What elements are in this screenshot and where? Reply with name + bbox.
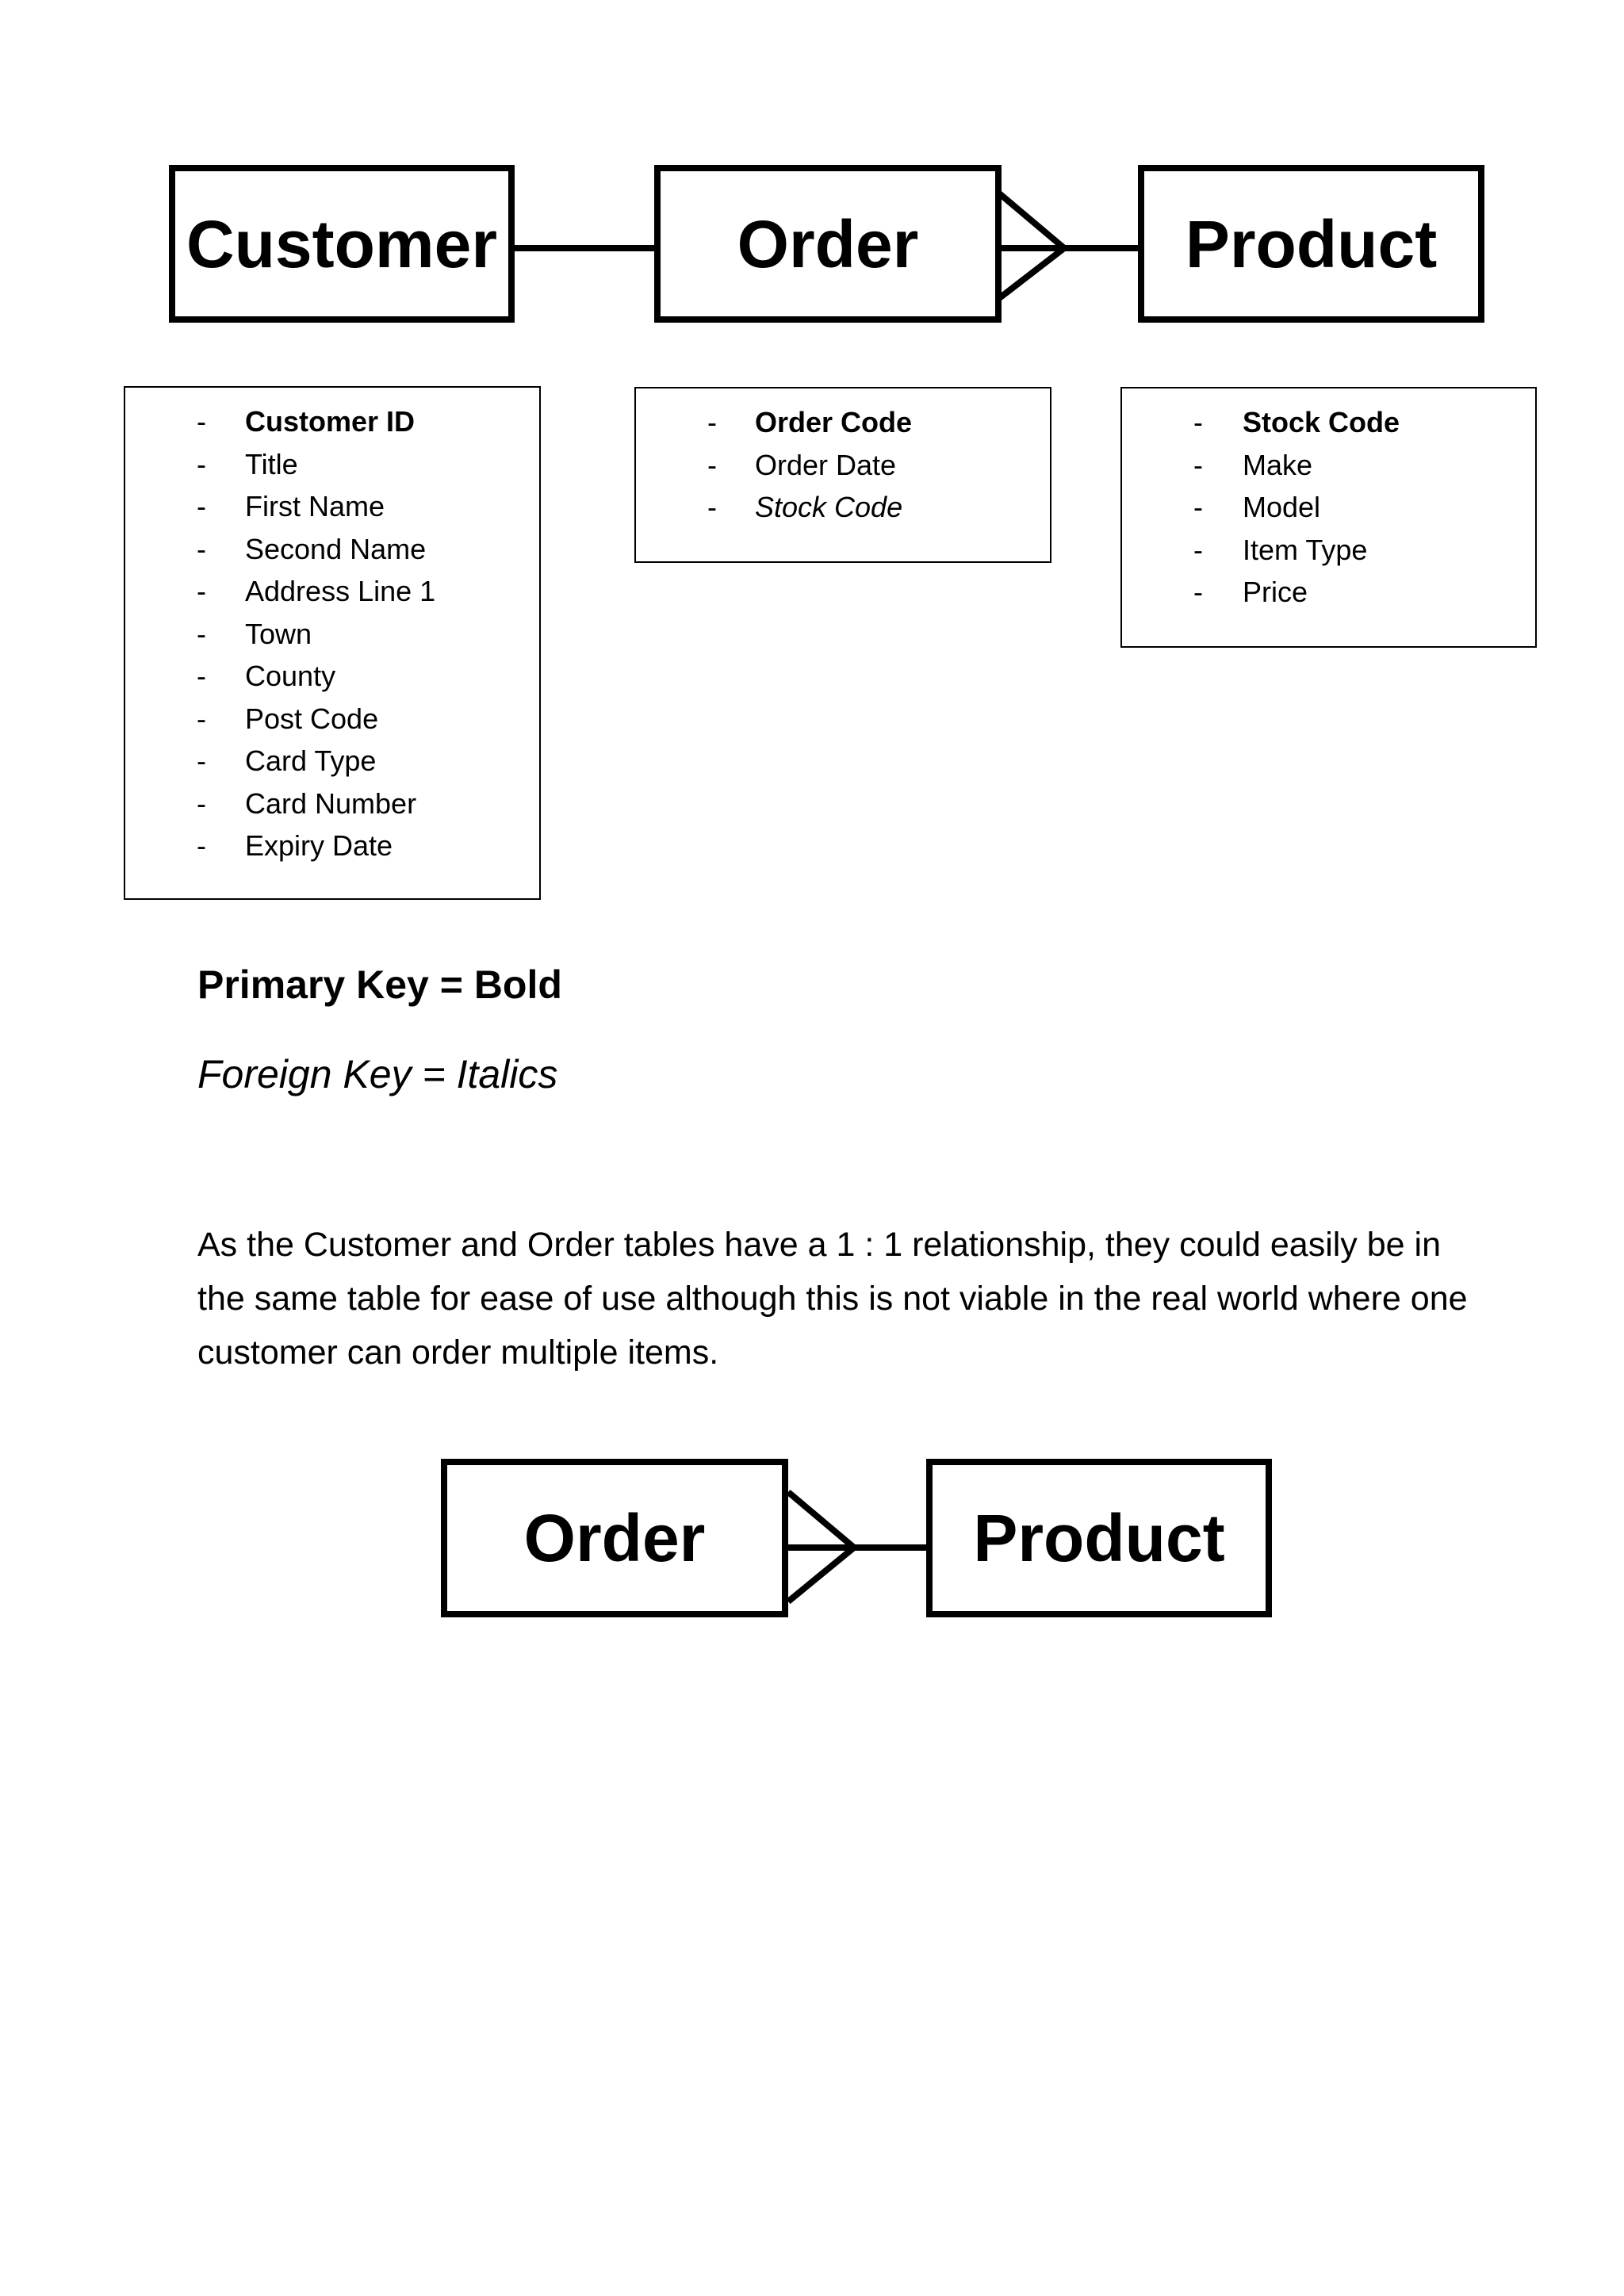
legend-primary-key: Primary Key = Bold (197, 962, 562, 1007)
attribute-label: Title (245, 447, 298, 480)
entity-product (1138, 165, 1484, 323)
attribute-label: Post Code (245, 702, 379, 735)
bullet-dash: - (197, 490, 206, 522)
attribute-label: Stock Code (1243, 406, 1400, 438)
attribute-label: Item Type (1243, 533, 1368, 566)
bullet-dash: - (1193, 533, 1203, 566)
product-attributes-box (1120, 387, 1537, 648)
attribute-label: Price (1243, 576, 1308, 608)
attribute-label: Card Number (245, 786, 417, 820)
bullet-dash: - (197, 617, 206, 650)
attribute-label: Expiry Date (245, 829, 393, 862)
bullet-dash: - (197, 405, 206, 438)
bottom-entity-order-label: Order (523, 1501, 706, 1575)
attribute-label: Model (1243, 491, 1321, 523)
attribute-label: First Name (245, 490, 385, 522)
bullet-dash: - (707, 491, 717, 523)
customer-attributes-box (124, 386, 541, 900)
entity-customer-label: Customer (186, 206, 498, 281)
attribute-label: Order Date (755, 448, 897, 481)
entity-order (654, 165, 1002, 323)
bottom-entity-product-label: Product (973, 1501, 1225, 1575)
bullet-dash: - (707, 406, 717, 438)
bullet-dash: - (197, 532, 206, 565)
bullet-dash: - (197, 660, 206, 692)
attribute-label: Address Line 1 (245, 575, 436, 607)
bullet-dash: - (707, 448, 717, 481)
bullet-dash: - (197, 786, 206, 820)
bullet-dash: - (1193, 406, 1203, 438)
bottom-entity-order (441, 1459, 788, 1617)
bullet-dash: - (197, 447, 206, 480)
bottom-entity-product (926, 1459, 1272, 1617)
attribute-label: Town (245, 617, 312, 650)
attribute-label: Order Code (755, 406, 913, 438)
order-attributes-box (634, 387, 1051, 563)
entity-order-label: Order (737, 206, 919, 281)
explanation-paragraph: As the Customer and Order tables have a 1 : 1 relationship, they could easily be in the same table for ease of use although this is not viable in the real world where one customer can order multiple items. (197, 1226, 1468, 1372)
entity-customer (169, 165, 515, 323)
entity-product-label: Product (1185, 206, 1438, 281)
attribute-label: County (245, 660, 336, 692)
bullet-dash: - (1193, 448, 1203, 481)
attribute-label: Stock Code (755, 491, 903, 523)
bullet-dash: - (1193, 491, 1203, 523)
bullet-dash: - (197, 744, 206, 777)
bullet-dash: - (197, 702, 206, 735)
attribute-label: Customer ID (245, 405, 416, 438)
attribute-label: Second Name (245, 532, 427, 565)
attribute-label: Make (1243, 448, 1313, 481)
legend-foreign-key: Foreign Key = Italics (197, 1052, 558, 1096)
bullet-dash: - (197, 575, 206, 607)
bullet-dash: - (1193, 576, 1203, 608)
bullet-dash: - (197, 829, 206, 862)
attribute-label: Card Type (245, 744, 377, 777)
